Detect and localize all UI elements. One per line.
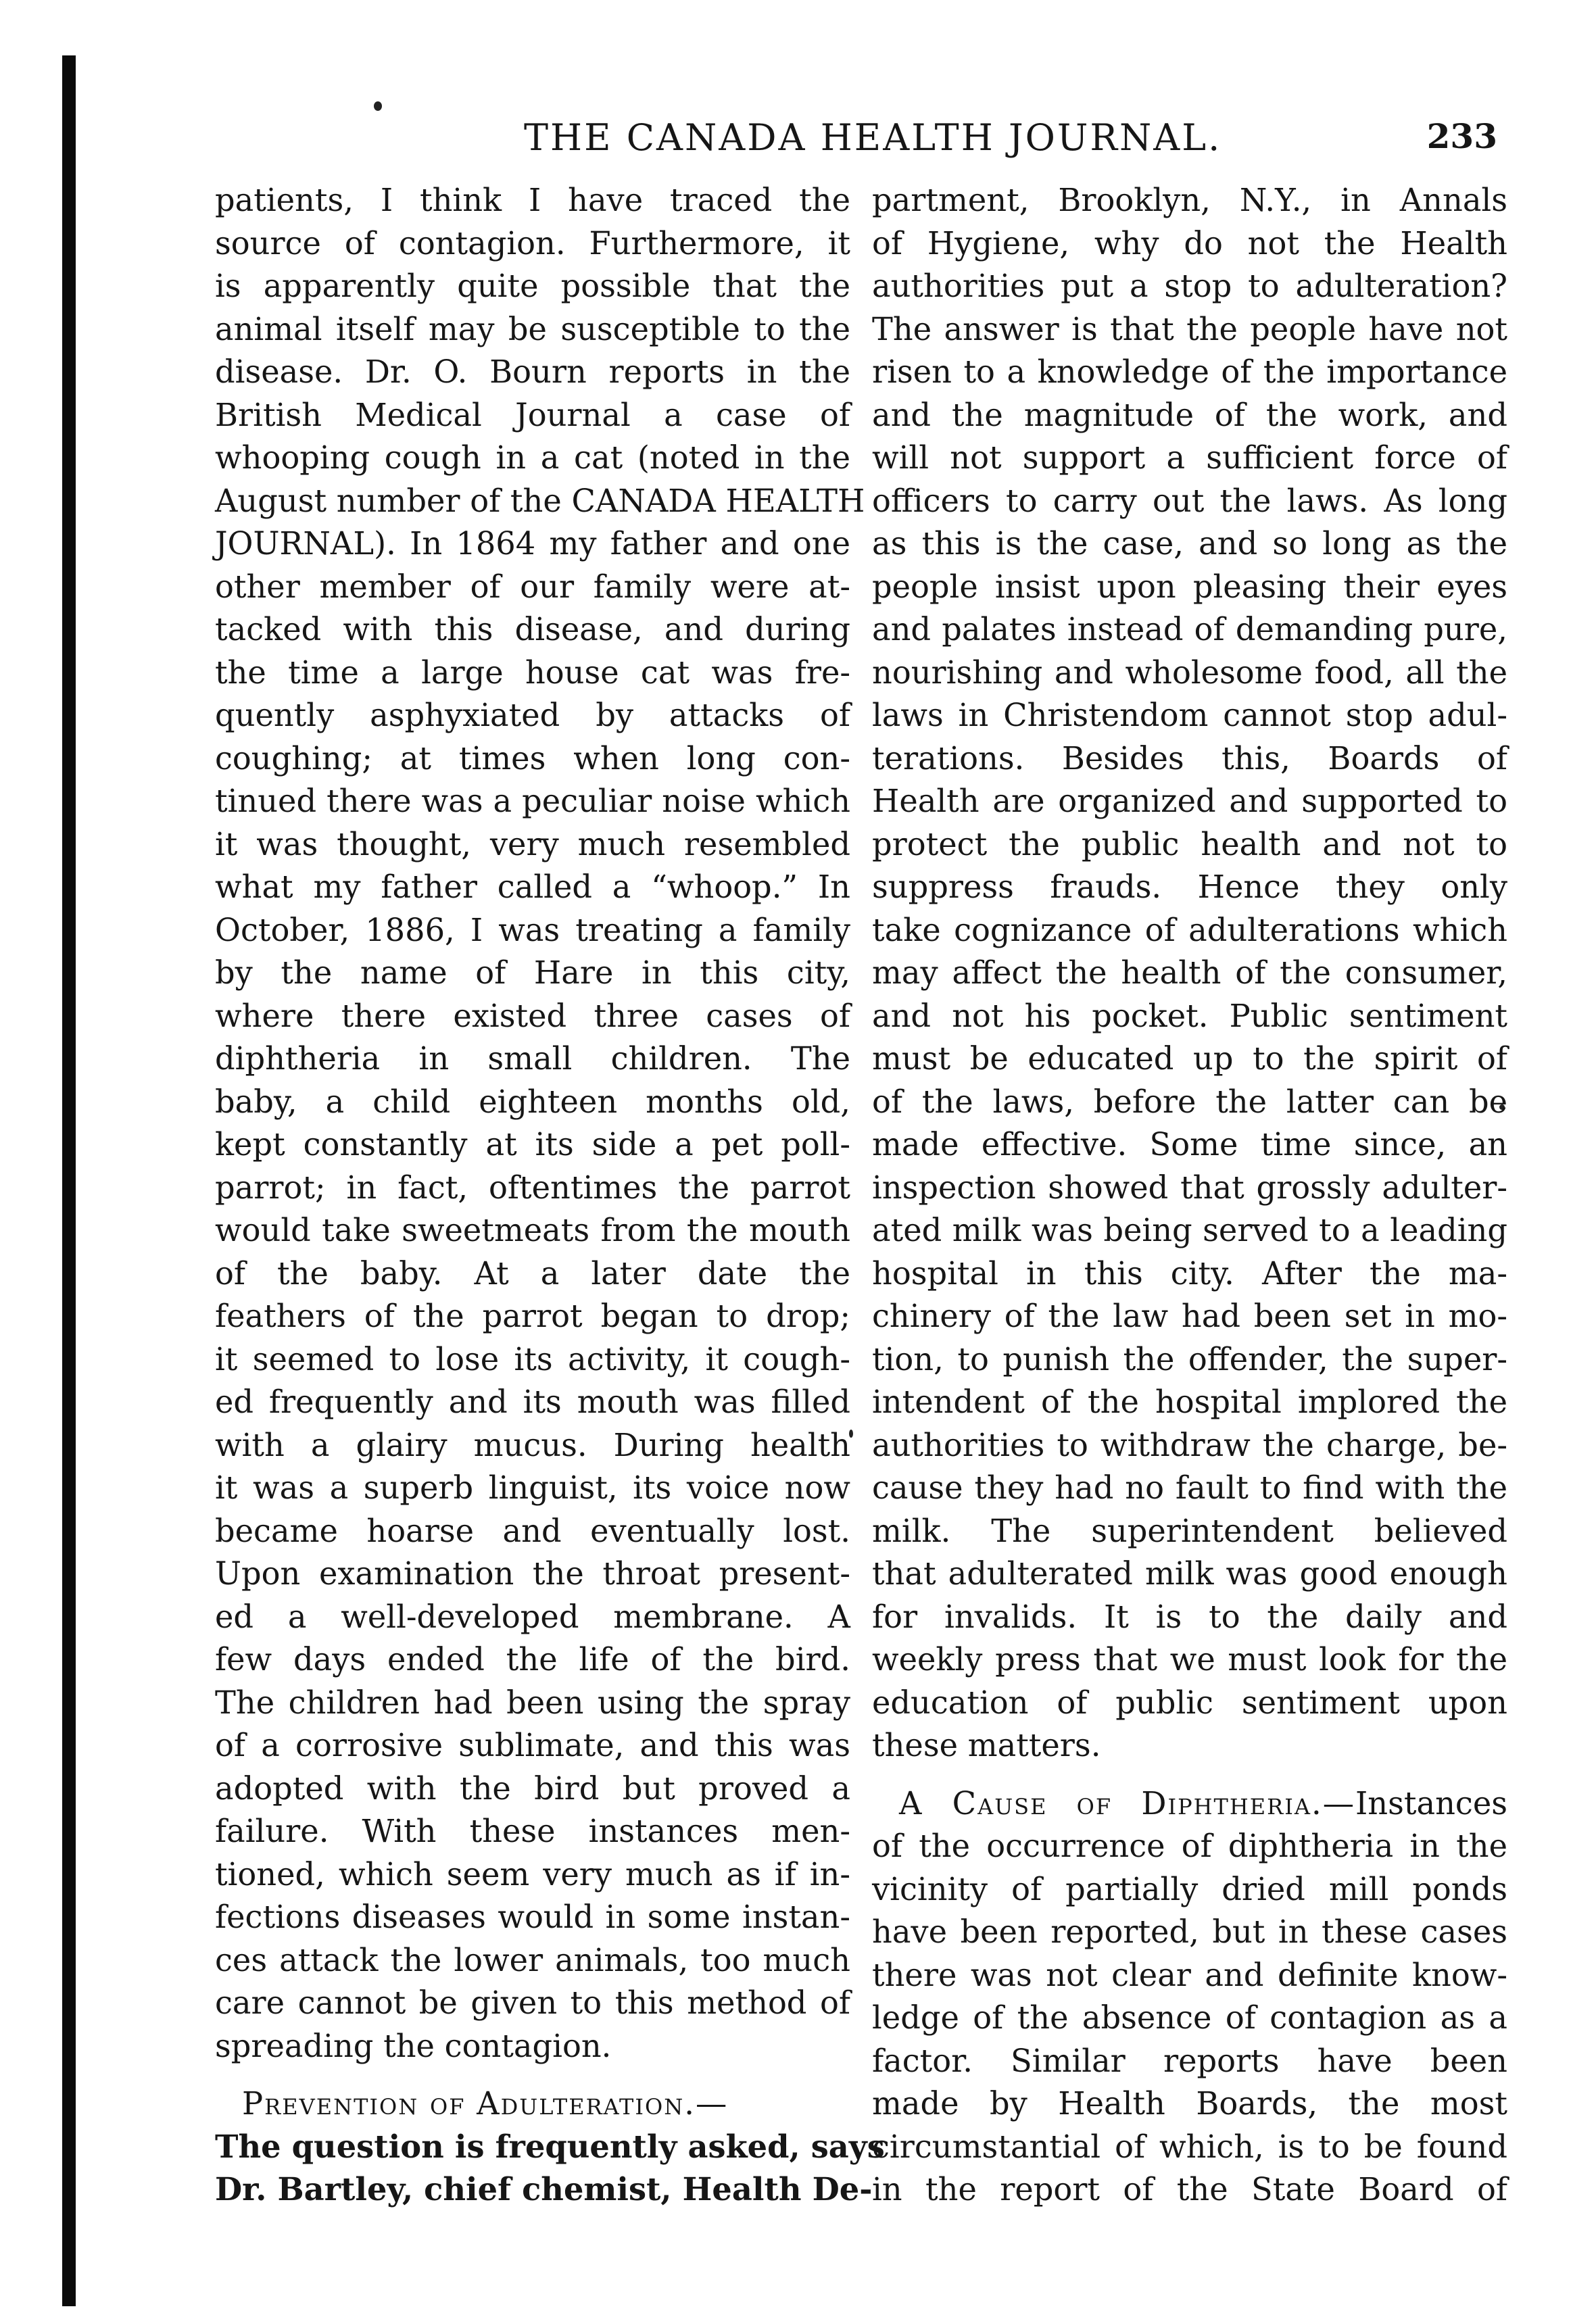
text-line: Dr. Bartley, chief chemist, Health De- xyxy=(215,2171,873,2208)
text-line: must be educated up to the spirit of xyxy=(872,1040,1507,1077)
text-line: fections diseases would in some instan- xyxy=(215,1899,850,1935)
text-line: of the baby. At a later date the xyxy=(215,1255,850,1292)
right-column xyxy=(872,179,1507,2212)
text-line: kept constantly at its side a pet poll- xyxy=(215,1126,850,1163)
text-line: and not his pocket. Public sentiment xyxy=(872,997,1507,1034)
text-line: may affect the health of the consumer, xyxy=(872,954,1507,991)
section-heading: Prevention of Adulteration.— xyxy=(242,2085,729,2122)
text-line: tioned, which seem very much as if in- xyxy=(215,1855,850,1893)
text-line: circumstantial of which, is to be found xyxy=(872,2128,1507,2165)
text-line: few days ended the life of the bird. xyxy=(215,1641,850,1678)
text-line: officers to carry out the laws. As long xyxy=(872,482,1507,519)
text-line: ated milk was being served to a leading xyxy=(872,1212,1507,1248)
text-line: with a glairy mucus. During health xyxy=(215,1426,850,1463)
text-line: JOURNAL). In 1864 my father and one xyxy=(215,525,850,562)
text-line: whooping cough in a cat (noted in the xyxy=(215,439,850,476)
text-line: became hoarse and eventually lost. xyxy=(215,1512,850,1549)
paragraph-prevention-of-adulteration xyxy=(215,2083,885,2212)
text-line: failure. With these instances men- xyxy=(215,1813,850,1849)
paragraph-adulteration-continued xyxy=(872,179,1507,1768)
text-line: take cognizance of adulterations which xyxy=(872,911,1507,948)
text-line: there was not clear and definite know- xyxy=(872,1956,1507,1993)
text-line: is apparently quite possible that the xyxy=(215,268,850,304)
text-line: it seemed to lose its activity, it cough- xyxy=(215,1340,850,1378)
text-line: The answer is that the people have not xyxy=(872,310,1507,347)
text-line: factor. Similar reports have been xyxy=(872,2042,1507,2079)
text-line: tinued there was a peculiar noise which xyxy=(215,783,850,819)
text-line: people insist upon pleasing their eyes xyxy=(872,568,1507,605)
text-line: chinery of the law had been set in mo- xyxy=(872,1298,1507,1334)
text-line: the time a large house cat was fre- xyxy=(215,654,850,691)
text-line: these matters. xyxy=(872,1727,1101,1763)
text-line: protect the public health and not to xyxy=(872,825,1507,862)
text-line: spreading the contagion. xyxy=(215,2027,612,2064)
text-line xyxy=(215,2083,850,2126)
text-line: where there existed three cases of xyxy=(215,997,850,1034)
text-line: adopted with the bird but proved a xyxy=(215,1770,850,1807)
text-line: Health are organized and supported to xyxy=(872,783,1507,819)
paragraph-contagion-in-animals xyxy=(215,179,865,2068)
text-line xyxy=(872,1782,1507,1826)
text-line: made by Health Boards, the most xyxy=(872,2085,1507,2122)
text-line: education of public sentiment upon xyxy=(872,1684,1507,1721)
text-line: in the report of the State Board of xyxy=(872,2171,1507,2208)
text-line: partment, Brooklyn, N.Y., in Annals xyxy=(872,182,1507,218)
text-line: ces attack the lower animals, too much xyxy=(215,1941,850,1978)
text-line: feathers of the parrot began to drop; xyxy=(215,1298,850,1334)
text-line: authorities put a stop to adulteration? xyxy=(872,268,1507,304)
text-line: would take sweetmeats from the mouth xyxy=(215,1212,850,1248)
paragraph-gap xyxy=(215,2068,850,2083)
text-line: baby, a child eighteen months old, xyxy=(215,1083,850,1120)
text-line: patients, I think I have traced the xyxy=(215,182,850,218)
text-line: source of contagion. Furthermore, it xyxy=(215,224,850,262)
text-line: inspection showed that grossly adulter- xyxy=(872,1169,1507,1206)
text-line: it was a superb linguist, its voice now xyxy=(215,1469,850,1506)
text-line: The children had been using the spray xyxy=(215,1684,850,1721)
heading-continuation: Instances xyxy=(1355,1784,1507,1822)
text-line: what my father called a “whoop.” In xyxy=(215,869,850,905)
text-line: of the laws, before the latter can be xyxy=(872,1083,1507,1120)
text-line: and palates instead of demanding pure, xyxy=(872,611,1507,648)
text-line: quently asphyxiated by attacks of xyxy=(215,697,850,733)
text-line: disease. Dr. O. Bourn reports in the xyxy=(215,354,850,390)
text-line: animal itself may be susceptible to the xyxy=(215,310,850,347)
text-line: parrot; in fact, oftentimes the parrot xyxy=(215,1169,850,1206)
text-line: will not support a sufficient force of xyxy=(872,439,1507,476)
text-line: authorities to withdraw the charge, be- xyxy=(872,1426,1507,1463)
text-line: terations. Besides this, Boards of xyxy=(872,739,1507,777)
text-line: Upon examination the throat present- xyxy=(215,1555,850,1592)
text-line: as this is the case, and so long as the xyxy=(872,525,1507,562)
text-line: milk. The superintendent believed xyxy=(872,1512,1507,1549)
binding-edge xyxy=(62,55,76,2306)
text-line: The question is frequently asked, says xyxy=(215,2128,885,2165)
text-line: laws in Christendom cannot stop adul- xyxy=(872,697,1507,733)
text-line: ed frequently and its mouth was filled xyxy=(215,1384,850,1420)
text-line: October, 1886, I was treating a family xyxy=(215,911,850,948)
text-line: for invalids. It is to the daily and xyxy=(872,1598,1507,1635)
text-line: ed a well-developed membrane. A xyxy=(215,1598,850,1635)
text-line: diphtheria in small children. The xyxy=(215,1040,850,1077)
text-line: of the occurrence of diphtheria in the xyxy=(872,1828,1507,1864)
text-line: it was thought, very much resembled xyxy=(215,825,850,862)
text-line: intendent of the hospital implored the xyxy=(872,1384,1507,1420)
text-line: tacked with this disease, and during xyxy=(215,611,850,648)
text-line: by the name of Hare in this city, xyxy=(215,954,850,991)
print-speck xyxy=(374,101,382,111)
page-header xyxy=(226,116,1497,170)
text-line: that adulterated milk was good enough xyxy=(872,1555,1507,1592)
text-line: coughing; at times when long con- xyxy=(215,739,850,777)
text-line: made effective. Some time since, an xyxy=(872,1126,1507,1163)
text-line: nourishing and wholesome food, all the xyxy=(872,654,1507,691)
section-heading: A Cause of Diphtheria.— xyxy=(899,1784,1356,1822)
page-number: 233 xyxy=(1426,116,1497,156)
text-line: other member of our family were at- xyxy=(215,568,850,605)
text-line: suppress frauds. Hence they only xyxy=(872,869,1507,905)
text-line: August number of the CANADA HEALTH xyxy=(215,482,865,519)
text-line: of a corrosive sublimate, and this was xyxy=(215,1727,850,1763)
text-line: care cannot be given to this method of xyxy=(215,1985,850,2021)
text-line: vicinity of partially dried mill ponds xyxy=(872,1870,1507,1907)
text-line: weekly press that we must look for the xyxy=(872,1641,1507,1678)
text-line: ledge of the absence of contagion as a xyxy=(872,1999,1507,2036)
text-line: risen to a knowledge of the importance xyxy=(872,354,1507,390)
left-column xyxy=(215,179,885,2212)
text-line: of Hygiene, why do not the Health xyxy=(872,224,1507,262)
paragraph-cause-of-diphtheria xyxy=(872,1782,1507,2212)
text-line: British Medical Journal a case of xyxy=(215,396,850,433)
text-line: and the magnitude of the work, and xyxy=(872,396,1507,433)
text-line: cause they had no fault to find with the xyxy=(872,1469,1507,1506)
running-title: THE CANADA HEALTH JOURNAL. xyxy=(524,116,1222,159)
paragraph-gap xyxy=(872,1768,1507,1782)
text-line: tion, to punish the offender, the super- xyxy=(872,1340,1507,1378)
text-line: have been reported, but in these cases xyxy=(872,1914,1507,1950)
text-line: hospital in this city. After the ma- xyxy=(872,1255,1507,1292)
